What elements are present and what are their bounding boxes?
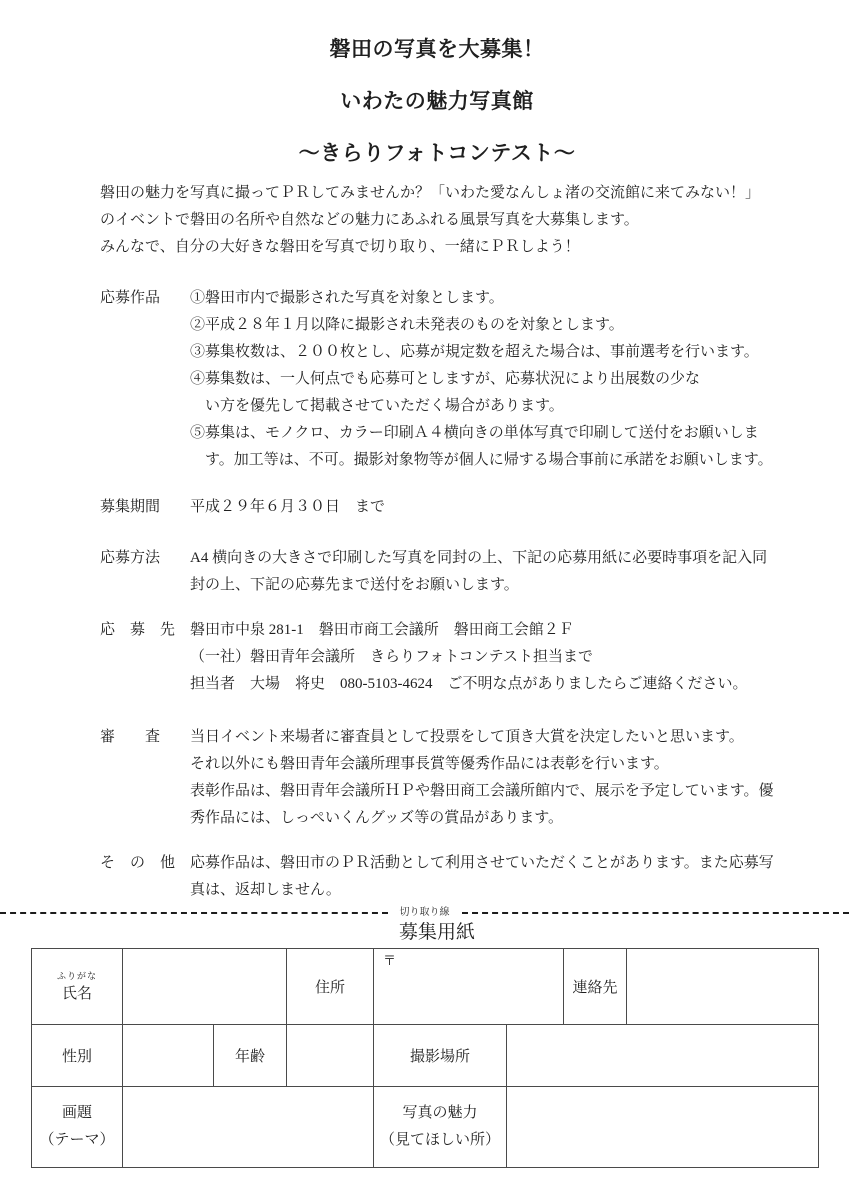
theme-label-line1: 画題	[61, 1105, 92, 1121]
name-label-stack	[57, 971, 97, 1003]
section-line: ①磐田市内で撮影された写真を対象とします。	[190, 290, 504, 306]
section-content	[190, 285, 809, 474]
section-line: ⑤募集は、モノクロ、カラー印刷Ａ４横向きの単体写真で印刷して送付をお願いしま	[190, 425, 759, 441]
cut-line	[0, 908, 849, 918]
appeal-label	[380, 1100, 500, 1154]
section-label: 応募作品	[100, 290, 161, 306]
section-label: そ の 他	[100, 855, 176, 871]
appeal-label-cell	[374, 1087, 507, 1167]
form-title: 募集用紙	[398, 922, 475, 943]
section-line: ③募集枚数は、２００枚とし、応募が規定数を超えた場合は、事前選考を行います。	[190, 344, 759, 360]
form-row-gender-age-location	[32, 1025, 818, 1087]
section	[100, 850, 809, 904]
section-line: それ以外にも磐田青年会議所理事長賞等優秀作品には表彰を行います。	[190, 756, 669, 772]
name-label-cell	[32, 949, 123, 1024]
form-row-theme-appeal	[32, 1087, 818, 1167]
section-label: 審 査	[100, 729, 161, 745]
contact-label-cell	[564, 949, 627, 1024]
section-line: 封の上、下記の応募先まで送付をお願いします。	[190, 577, 519, 593]
section-line: 担当者 大場 将史 080-5103-4624 ご不明な点がありましたらご連絡ください。	[190, 676, 748, 692]
location-input-cell	[507, 1025, 818, 1086]
location-label: 撮影場所	[409, 1049, 470, 1065]
document-header	[100, 0, 774, 166]
theme-input-cell	[123, 1087, 374, 1167]
location-label-cell	[374, 1025, 507, 1086]
intro-line: 磐田の魅力を写真に撮ってＰＲしてみませんか？「いわた愛なんしょ渚の交流館に来てみない！」	[100, 185, 761, 201]
section	[100, 494, 809, 521]
section-label: 応 募 先	[100, 622, 176, 638]
address-input-cell	[374, 949, 564, 1024]
section-line: 真は、返却しません。	[190, 882, 341, 898]
appeal-input-cell	[507, 1087, 818, 1167]
section-line: 表彰作品は、磐田青年会議所ＨＰや磐田商工会議所館内で、展示を予定しています。優	[190, 783, 774, 799]
section-line: （一社）磐田青年会議所 きらりフォトコンテスト担当まで	[190, 649, 594, 665]
section-line: い方を優先して掲載させていただく場合があります。	[205, 398, 564, 414]
section-line: 当日イベント来場者に審査員として投票をして頂き大賞を決定したいと思います。	[190, 729, 744, 745]
gender-label: 性別	[61, 1049, 92, 1065]
section-content	[190, 545, 809, 599]
contest-title: 〜きらりフォトコンテスト〜	[298, 141, 576, 165]
intro-paragraph	[100, 180, 849, 261]
postal-mark: 〒	[383, 953, 397, 968]
sub-title: いわたの魅力写真館	[340, 89, 534, 113]
section-label: 募集期間	[100, 499, 161, 515]
main-title: 磐田の写真を大募集！	[329, 37, 545, 61]
name-input-cell	[123, 949, 287, 1024]
section-content	[190, 850, 809, 904]
gender-input-cell	[123, 1025, 214, 1086]
name-label: 氏名	[61, 985, 92, 1002]
appeal-label-line2: （見てほしい所）	[379, 1132, 500, 1148]
furigana-label: ふりがな	[56, 970, 97, 981]
section-line: 磐田市中泉 281-1 磐田市商工会議所 磐田商工会館２Ｆ	[190, 622, 574, 638]
appeal-label-line1: 写真の魅力	[402, 1105, 478, 1121]
section-line: A4 横向きの大きさで印刷した写真を同封の上、下記の応募用紙に必要時事項を記入同	[190, 550, 768, 566]
section	[100, 285, 809, 474]
contact-label: 連絡先	[572, 980, 618, 996]
address-label: 住所	[314, 980, 345, 996]
intro-line: のイベントで磐田の名所や自然などの魅力にあふれる風景写真を大募集します。	[100, 212, 639, 228]
section-line: 秀作品には、しっぺいくんグッズ等の賞品があります。	[190, 810, 564, 826]
gender-label-cell	[32, 1025, 123, 1086]
age-label-cell	[214, 1025, 287, 1086]
cut-line-label: 切り取り線	[399, 907, 450, 918]
section-content	[190, 724, 809, 832]
section-content	[190, 617, 809, 698]
sections	[100, 285, 809, 904]
section-line: 平成２９年６月３０日 まで	[190, 499, 386, 515]
age-input-cell	[287, 1025, 374, 1086]
section-line: ②平成２８年１月以降に撮影され未発表のものを対象とします。	[190, 317, 624, 333]
age-label: 年齢	[234, 1049, 265, 1065]
section	[100, 617, 809, 698]
cut-line-dash-left	[0, 912, 388, 914]
section-label: 応募方法	[100, 550, 161, 566]
theme-label-cell	[32, 1087, 123, 1167]
intro-line: みんなで、自分の大好きな磐田を写真で切り取り、一緒にＰＲしよう！	[100, 239, 580, 255]
theme-label-line2: （テーマ）	[39, 1132, 115, 1148]
address-label-cell	[287, 949, 374, 1024]
contact-input-cell	[627, 949, 818, 1024]
form-row-name-address-contact	[32, 949, 818, 1025]
cut-line-dash-right	[462, 912, 849, 914]
section-line: 応募作品は、磐田市のＰＲ活動として利用させていただくことがあります。また応募写	[190, 855, 774, 871]
section	[100, 724, 809, 832]
application-form-table	[31, 948, 819, 1168]
section-line: ④募集数は、一人何点でも応募可としますが、応募状況により出展数の少な	[190, 371, 701, 387]
section	[100, 545, 809, 599]
section-line: す。加工等は、不可。撮影対象物等が個人に帰する場合事前に承諾をお願いします。	[205, 452, 773, 468]
theme-label	[39, 1100, 114, 1154]
section-content	[190, 494, 809, 521]
